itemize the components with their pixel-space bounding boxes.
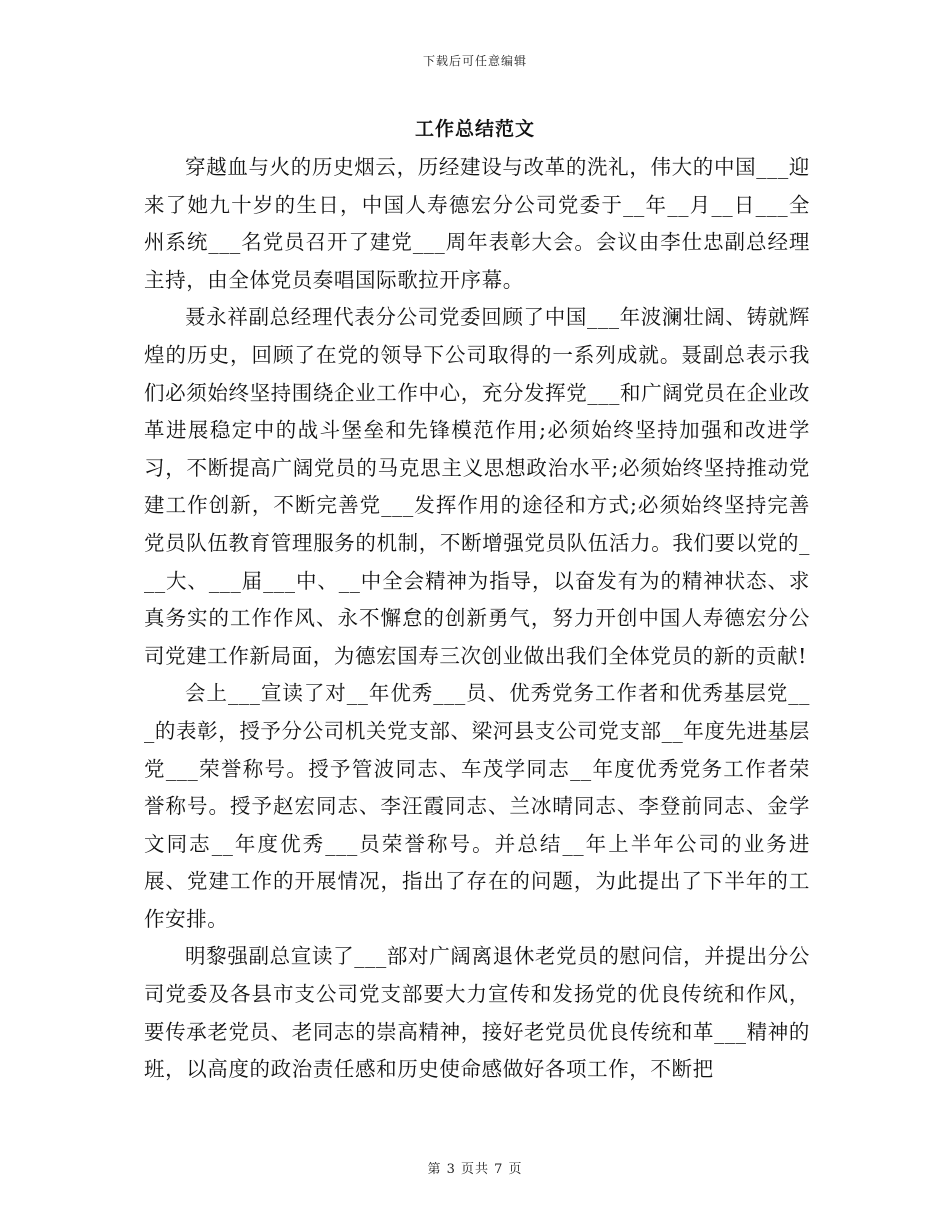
paragraph-2: 聂永祥副总经理代表分公司党委回顾了中国___年波澜壮阔、铸就辉煌的历史，回顾了在党的领导下公司取得的一系列成就。聂副总表示我们必须始终坚持围绕企业工作中心，充分发挥党___和广阔党员在企业改革进展稳定中的战斗堡垒和先锋模范作用;必须始终坚持加强和改进学习，不断提高广阔党员的马克思主义思想政治水平;必须始终坚持推动党建工作创新，不断完善党___发挥作用的途径和方式;必须始终坚持完善党员队伍教育管理服务的机制，不断增强党员队伍活力。我们要以党的___大、___届___中、__中全会精神为指导，以奋发有为的精神状态、求真务实的工作作风、永不懈怠的创新勇气，努力开创中国人寿德宏分公司党建工作新局面，为德宏国寿三次创业做出我们全体党员的新的贡献! xyxy=(144,305,810,668)
document-body xyxy=(144,149,810,1089)
document-title: 工作总结范文 xyxy=(414,118,535,140)
page-number: 第 3 页共 7 页 xyxy=(427,1162,523,1177)
paragraph-1: 穿越血与火的历史烟云，历经建设与改革的洗礼，伟大的中国___迎来了她九十岁的生日，中国人寿德宏分公司党委于__年__月__日___全州系统___名党员召开了建党___周年表彰大会。会议由李仕忠副总经理主持，由全体党员奏唱国际歌拉开序幕。 xyxy=(144,155,810,292)
paragraph-4: 明黎强副总宣读了___部对广阔离退休老党员的慰问信，并提出分公司党委及各县市支公司党支部要大力宣传和发扬党的优良传统和作风，要传承老党员、老同志的崇高精神，接好老党员优良传统和革___精神的班，以高度的政治责任感和历史使命感做好各项工作，不断把 xyxy=(144,944,810,1082)
header-note: 下载后可任意编辑 xyxy=(422,54,527,68)
paragraph-3: 会上___宣读了对__年优秀___员、优秀党务工作者和优秀基层党___的表彰，授予分公司机关党支部、梁河县支公司党支部__年度先进基层党___荣誉称号。授予管波同志、车茂学同志__年度优秀党务工作者荣誉称号。授予赵宏同志、李汪霞同志、兰冰晴同志、李登前同志、金学文同志__年度优秀___员荣誉称号。并总结__年上半年公司的业务进展、党建工作的开展情况，指出了存在的问题，为此提出了下半年的工作安排。 xyxy=(144,681,810,931)
